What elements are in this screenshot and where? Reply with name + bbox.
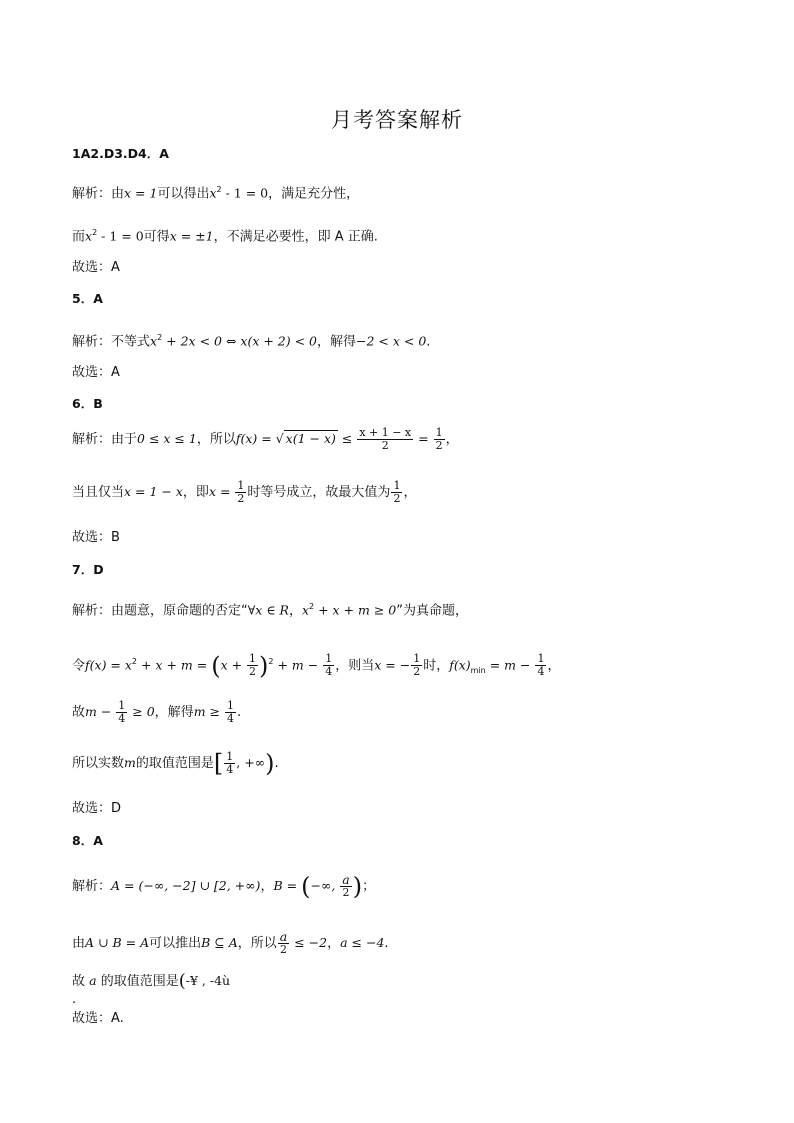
q7-line-1: 解析：由题意，原命题的否定“∀x ∈ R，$x^2 + x + m \ge 0$”为真命题， bbox=[72, 602, 469, 619]
fraction: $\frac{1}{4}$ bbox=[118, 699, 126, 725]
fraction: $\frac{1}{2}$ bbox=[237, 479, 245, 505]
fraction: $\frac{1}{2}$ bbox=[435, 426, 443, 452]
question-header-7: 7．D bbox=[72, 562, 104, 577]
question-header-5: 5．A bbox=[72, 291, 103, 306]
fraction: $\frac{x + 1 - x}{2}$ bbox=[359, 426, 412, 452]
q7-line-3: 故m − $\frac{1}{4}$ ≥ 0，解得m ≥ $\frac{1}{4}$ . bbox=[72, 699, 242, 725]
fraction: $\frac{1}{4}$ bbox=[226, 699, 234, 725]
q7-line-2: 令$f(x) = x^2 + x + m = (x$ + $\frac{1}{2}$ )$^2$ + m − $\frac{1}{4}$ ，则当x = − $\frac{1}{2}$ 时，$f(x)_{min} = m$ − $\frac{1}{4}$ ， bbox=[72, 651, 561, 680]
fraction: $\frac{1}{2}$ bbox=[413, 652, 421, 679]
q7-answer: 故选：D bbox=[72, 801, 122, 816]
page-title: 月考答案解析 bbox=[331, 108, 463, 132]
question-header-6: 6．B bbox=[72, 396, 103, 411]
fraction: $\frac{1}{2}$ bbox=[393, 479, 401, 505]
fraction: $\frac{a}{2}$ bbox=[342, 872, 350, 899]
q6-line-1: 解析：由于0 ≤ x ≤ 1，所以f(x) = √ x(1 − x) ≤ $\frac{x + 1 - x}{2}$ = $\frac{1}{2}$ ， bbox=[72, 426, 459, 452]
question-header-1-4: 1A2.D3.D4．A bbox=[72, 146, 169, 161]
q1-line-2: 而$x^2 - 1 = 0$可得x = ±1，不满足必要性，即 A 正确. bbox=[72, 228, 378, 245]
q8-answer: 故选：A. bbox=[72, 1011, 124, 1026]
q1-answer: 故选：A bbox=[72, 260, 120, 275]
q8-line-2: 由A ∪ B = A可以推出B ⊆ A，所以 $\frac{a}{2}$ ≤ −2，a ≤ −4. bbox=[72, 929, 389, 956]
fraction: $\frac{1}{4}$ bbox=[325, 652, 333, 679]
q5-answer: 故选：A bbox=[72, 365, 120, 380]
q8-line-3: 故 a 的取值范围是(-¥ , -4ù . bbox=[72, 970, 231, 1007]
fraction: $\frac{1}{2}$ bbox=[249, 652, 257, 679]
q8-line-1: 解析：A = (−∞, −2] ∪ [2, +∞)，B = (−∞, $\frac{a}{2}$ )； bbox=[72, 872, 376, 901]
fraction: $\frac{a}{2}$ bbox=[279, 929, 288, 956]
q6-line-2: 当且仅当x = 1 − x，即x = $\frac{1}{2}$ 时等号成立，故最大值为 $\frac{1}{2}$ ， bbox=[72, 479, 417, 505]
q5-line-1: 解析：不等式$x^2 + 2x < 0$ ⇔ x(x + 2) < 0，解得−2 < x < 0. bbox=[72, 333, 431, 350]
q1-line-1: 解析：由x = 1可以得出$x^2 - 1 = 0$，满足充分性， bbox=[72, 185, 360, 202]
fraction: $\frac{1}{4}$ bbox=[226, 750, 234, 776]
q6-answer: 故选：B bbox=[72, 530, 120, 545]
fraction: $\frac{1}{4}$ bbox=[537, 652, 545, 679]
q7-line-4: 所以实数m的取值范围是[ $\frac{1}{4}$ , +∞). bbox=[72, 749, 279, 778]
question-header-8: 8．A bbox=[72, 833, 103, 848]
